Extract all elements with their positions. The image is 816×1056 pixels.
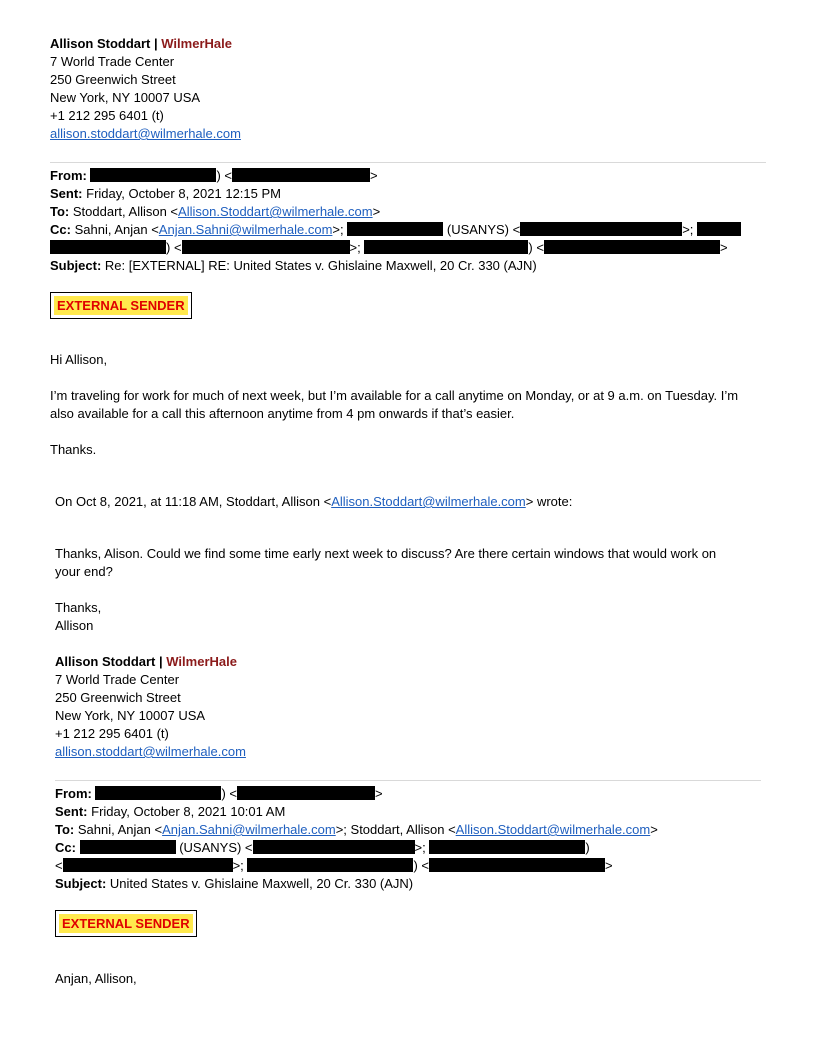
sent-value: Friday, October 8, 2021 10:01 AM bbox=[91, 804, 286, 819]
quote-intro bbox=[55, 493, 572, 511]
cc2-semi: >; bbox=[232, 858, 244, 873]
sent-value: Friday, October 8, 2021 12:15 PM bbox=[86, 186, 281, 201]
redaction bbox=[520, 222, 682, 236]
redaction bbox=[697, 222, 741, 236]
to-mid: >; Stoddart, Allison < bbox=[335, 822, 456, 837]
sent-line bbox=[55, 803, 285, 821]
cc-mid: >; bbox=[332, 222, 344, 237]
redaction bbox=[232, 168, 370, 182]
redaction bbox=[182, 240, 350, 254]
cc-paren: ) bbox=[585, 840, 590, 855]
subject-value: Re: [EXTERNAL] RE: United States v. Ghislaine Maxwell, 20 Cr. 330 (AJN) bbox=[104, 258, 537, 273]
signature-address-3: New York, NY 10007 USA bbox=[55, 708, 206, 723]
to-suffix: > bbox=[650, 822, 658, 837]
redaction bbox=[253, 840, 415, 854]
signature-email-link[interactable]: allison.stoddart@wilmerhale.com bbox=[50, 126, 241, 141]
greeting: Hi Allison, bbox=[50, 352, 108, 367]
to-line bbox=[55, 821, 658, 839]
subject-line bbox=[50, 257, 537, 275]
cc2-semi: >; bbox=[349, 240, 361, 255]
body-line-1: I’m traveling for work for much of next week, but I’m available for a call anytime on Monday, or at 9 a.m. on Tuesday. I’m bbox=[50, 388, 739, 403]
external-sender-label: EXTERNAL SENDER bbox=[59, 914, 193, 933]
signature-separator: | bbox=[154, 36, 158, 51]
sent-label: Sent: bbox=[55, 804, 88, 819]
redaction bbox=[247, 858, 413, 872]
redaction bbox=[50, 240, 166, 254]
signature-address-1: 7 World Trade Center bbox=[50, 54, 175, 69]
from-close: > bbox=[370, 168, 378, 183]
redaction bbox=[63, 858, 233, 872]
from-line bbox=[55, 785, 383, 803]
signature-firm: WilmerHale bbox=[166, 654, 237, 669]
redaction bbox=[429, 840, 585, 854]
cc-email-link[interactable]: Anjan.Sahni@wilmerhale.com bbox=[158, 222, 333, 237]
cc-line bbox=[55, 839, 590, 857]
cc2-paren: ) < bbox=[413, 858, 429, 873]
to-label: To: bbox=[55, 822, 75, 837]
greeting: Anjan, Allison, bbox=[55, 971, 137, 986]
signature-phone: +1 212 295 6401 (t) bbox=[50, 108, 164, 123]
external-sender-badge bbox=[55, 910, 197, 937]
from-paren: ) < bbox=[221, 786, 238, 801]
to-email-link[interactable]: Allison.Stoddart@wilmerhale.com bbox=[178, 204, 373, 219]
redaction bbox=[347, 222, 443, 236]
cc2-paren: ) < bbox=[166, 240, 182, 255]
to-email-link-2[interactable]: Allison.Stoddart@wilmerhale.com bbox=[455, 822, 651, 837]
cc2-close: > bbox=[604, 858, 613, 873]
cc-line-2 bbox=[55, 857, 613, 875]
from-paren: ) < bbox=[216, 168, 233, 183]
cc-label: Cc: bbox=[55, 840, 76, 855]
quote-thanks: Thanks, bbox=[55, 600, 102, 615]
cc-line bbox=[50, 221, 741, 239]
thanks: Thanks. bbox=[50, 442, 97, 457]
redaction bbox=[429, 858, 605, 872]
quote-intro-email-link[interactable]: Allison.Stoddart@wilmerhale.com bbox=[331, 494, 526, 509]
from-label: From: bbox=[55, 786, 92, 801]
cc-label: Cc: bbox=[50, 222, 71, 237]
quote-intro-suffix: > wrote: bbox=[525, 494, 573, 509]
redaction bbox=[95, 786, 221, 800]
from-line bbox=[50, 167, 378, 185]
cc-line-2 bbox=[50, 239, 728, 257]
subject-line bbox=[55, 875, 413, 893]
to-prefix: Stoddart, Allison < bbox=[72, 204, 179, 219]
redaction bbox=[237, 786, 375, 800]
signature-phone: +1 212 295 6401 (t) bbox=[55, 726, 169, 741]
subject-label: Subject: bbox=[55, 876, 107, 891]
to-line bbox=[50, 203, 380, 221]
signature-separator: | bbox=[159, 654, 163, 669]
cc-semi: >; bbox=[414, 840, 426, 855]
cc2-open: < bbox=[55, 858, 63, 873]
signature-email-link[interactable]: allison.stoddart@wilmerhale.com bbox=[55, 744, 246, 759]
from-close: > bbox=[375, 786, 383, 801]
from-label: From: bbox=[50, 168, 87, 183]
to-suffix: > bbox=[372, 204, 381, 219]
quote-intro-prefix: On Oct 8, 2021, at 11:18 AM, Stoddart, Allison < bbox=[55, 494, 332, 509]
signature-address-2: 250 Greenwich Street bbox=[55, 690, 181, 705]
signature-address-2: 250 Greenwich Street bbox=[50, 72, 176, 87]
redaction bbox=[364, 240, 528, 254]
cc2-close: > bbox=[719, 240, 728, 255]
sent-label: Sent: bbox=[50, 186, 83, 201]
redaction bbox=[90, 168, 216, 182]
cc2-paren2: ) < bbox=[528, 240, 544, 255]
sent-line bbox=[50, 185, 281, 203]
subject-label: Subject: bbox=[50, 258, 102, 273]
quote-signoff: Allison bbox=[55, 618, 94, 633]
signature-name-line bbox=[50, 35, 232, 53]
divider bbox=[50, 162, 766, 163]
signature-address-3: New York, NY 10007 USA bbox=[50, 90, 201, 105]
signature-name-line bbox=[55, 653, 237, 671]
cc-usanys: (USANYS) < bbox=[446, 222, 521, 237]
signature-name: Allison Stoddart bbox=[55, 654, 156, 669]
cc-semi: >; bbox=[682, 222, 694, 237]
cc-usanys: (USANYS) < bbox=[179, 840, 253, 855]
cc-prefix: Sahni, Anjan < bbox=[74, 222, 159, 237]
quote-body-line-2: your end? bbox=[55, 564, 113, 579]
external-sender-label: EXTERNAL SENDER bbox=[54, 296, 188, 315]
body-line-2: also available for a call this afternoon anytime from 4 pm onwards if that’s easier. bbox=[50, 406, 515, 421]
external-sender-badge bbox=[50, 292, 192, 319]
redaction bbox=[80, 840, 176, 854]
to-email-link-1[interactable]: Anjan.Sahni@wilmerhale.com bbox=[162, 822, 336, 837]
signature-address-1: 7 World Trade Center bbox=[55, 672, 180, 687]
to-label: To: bbox=[50, 204, 70, 219]
quote-body-line-1: Thanks, Alison. Could we find some time early next week to discuss? Are there certain windows that would work on bbox=[55, 546, 717, 561]
divider bbox=[55, 780, 761, 781]
subject-value: United States v. Ghislaine Maxwell, 20 Cr. 330 (AJN) bbox=[109, 876, 414, 891]
signature-name: Allison Stoddart bbox=[50, 36, 151, 51]
signature-firm: WilmerHale bbox=[161, 36, 232, 51]
to-prefix: Sahni, Anjan < bbox=[77, 822, 163, 837]
redaction bbox=[544, 240, 720, 254]
